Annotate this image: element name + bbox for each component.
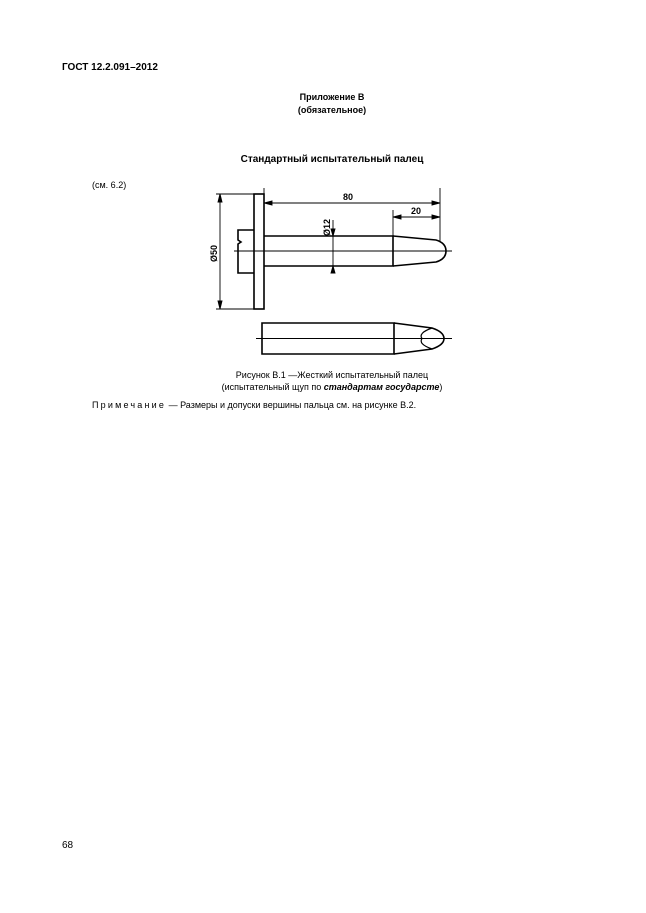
caption-line-2-suffix: ) — [439, 382, 443, 392]
caption-line-2 — [18, 381, 646, 393]
dim-20-arrow-right — [432, 215, 440, 219]
dim-80-arrow-right — [432, 201, 440, 205]
dim-12-arrow-bottom — [331, 266, 335, 273]
dim-20-arrow-left — [393, 215, 401, 219]
caption-line-1: Рисунок В.1 —Жесткий испытательный палец — [235, 370, 429, 380]
section-title: Стандартный испытательный палец — [240, 154, 424, 165]
appendix-heading — [0, 91, 646, 117]
note-label: Примечание — [92, 400, 167, 410]
test-finger-drawing — [200, 186, 470, 358]
figure-caption — [0, 369, 646, 393]
dim-80-label: 80 — [343, 192, 354, 202]
dim-20-label: 20 — [411, 206, 422, 216]
dim-80-arrow-left — [264, 201, 272, 205]
page-number: 68 — [62, 840, 74, 851]
appendix-status: (обязательное) — [297, 105, 367, 115]
top-view — [256, 323, 452, 354]
dim-12-label: Ø12 — [322, 218, 332, 236]
dimensions — [216, 188, 440, 309]
appendix-title: Приложение В — [299, 92, 365, 102]
clause-reference: (см. 6.2) — [92, 180, 127, 190]
note-text: — Размеры и допуски вершины пальца см. на рисунке В.2. — [166, 400, 417, 410]
document-code: ГОСТ 12.2.091–2012 — [62, 62, 158, 73]
note — [92, 400, 416, 410]
caption-line-2-emphasis: стандартам государсте — [323, 382, 440, 392]
dim-50-label: Ø50 — [209, 244, 219, 262]
dim-50-arrow-bottom — [218, 301, 222, 309]
caption-line-2-prefix: (испытательный щуп по — [221, 382, 324, 392]
dim-50-arrow-top — [218, 194, 222, 202]
